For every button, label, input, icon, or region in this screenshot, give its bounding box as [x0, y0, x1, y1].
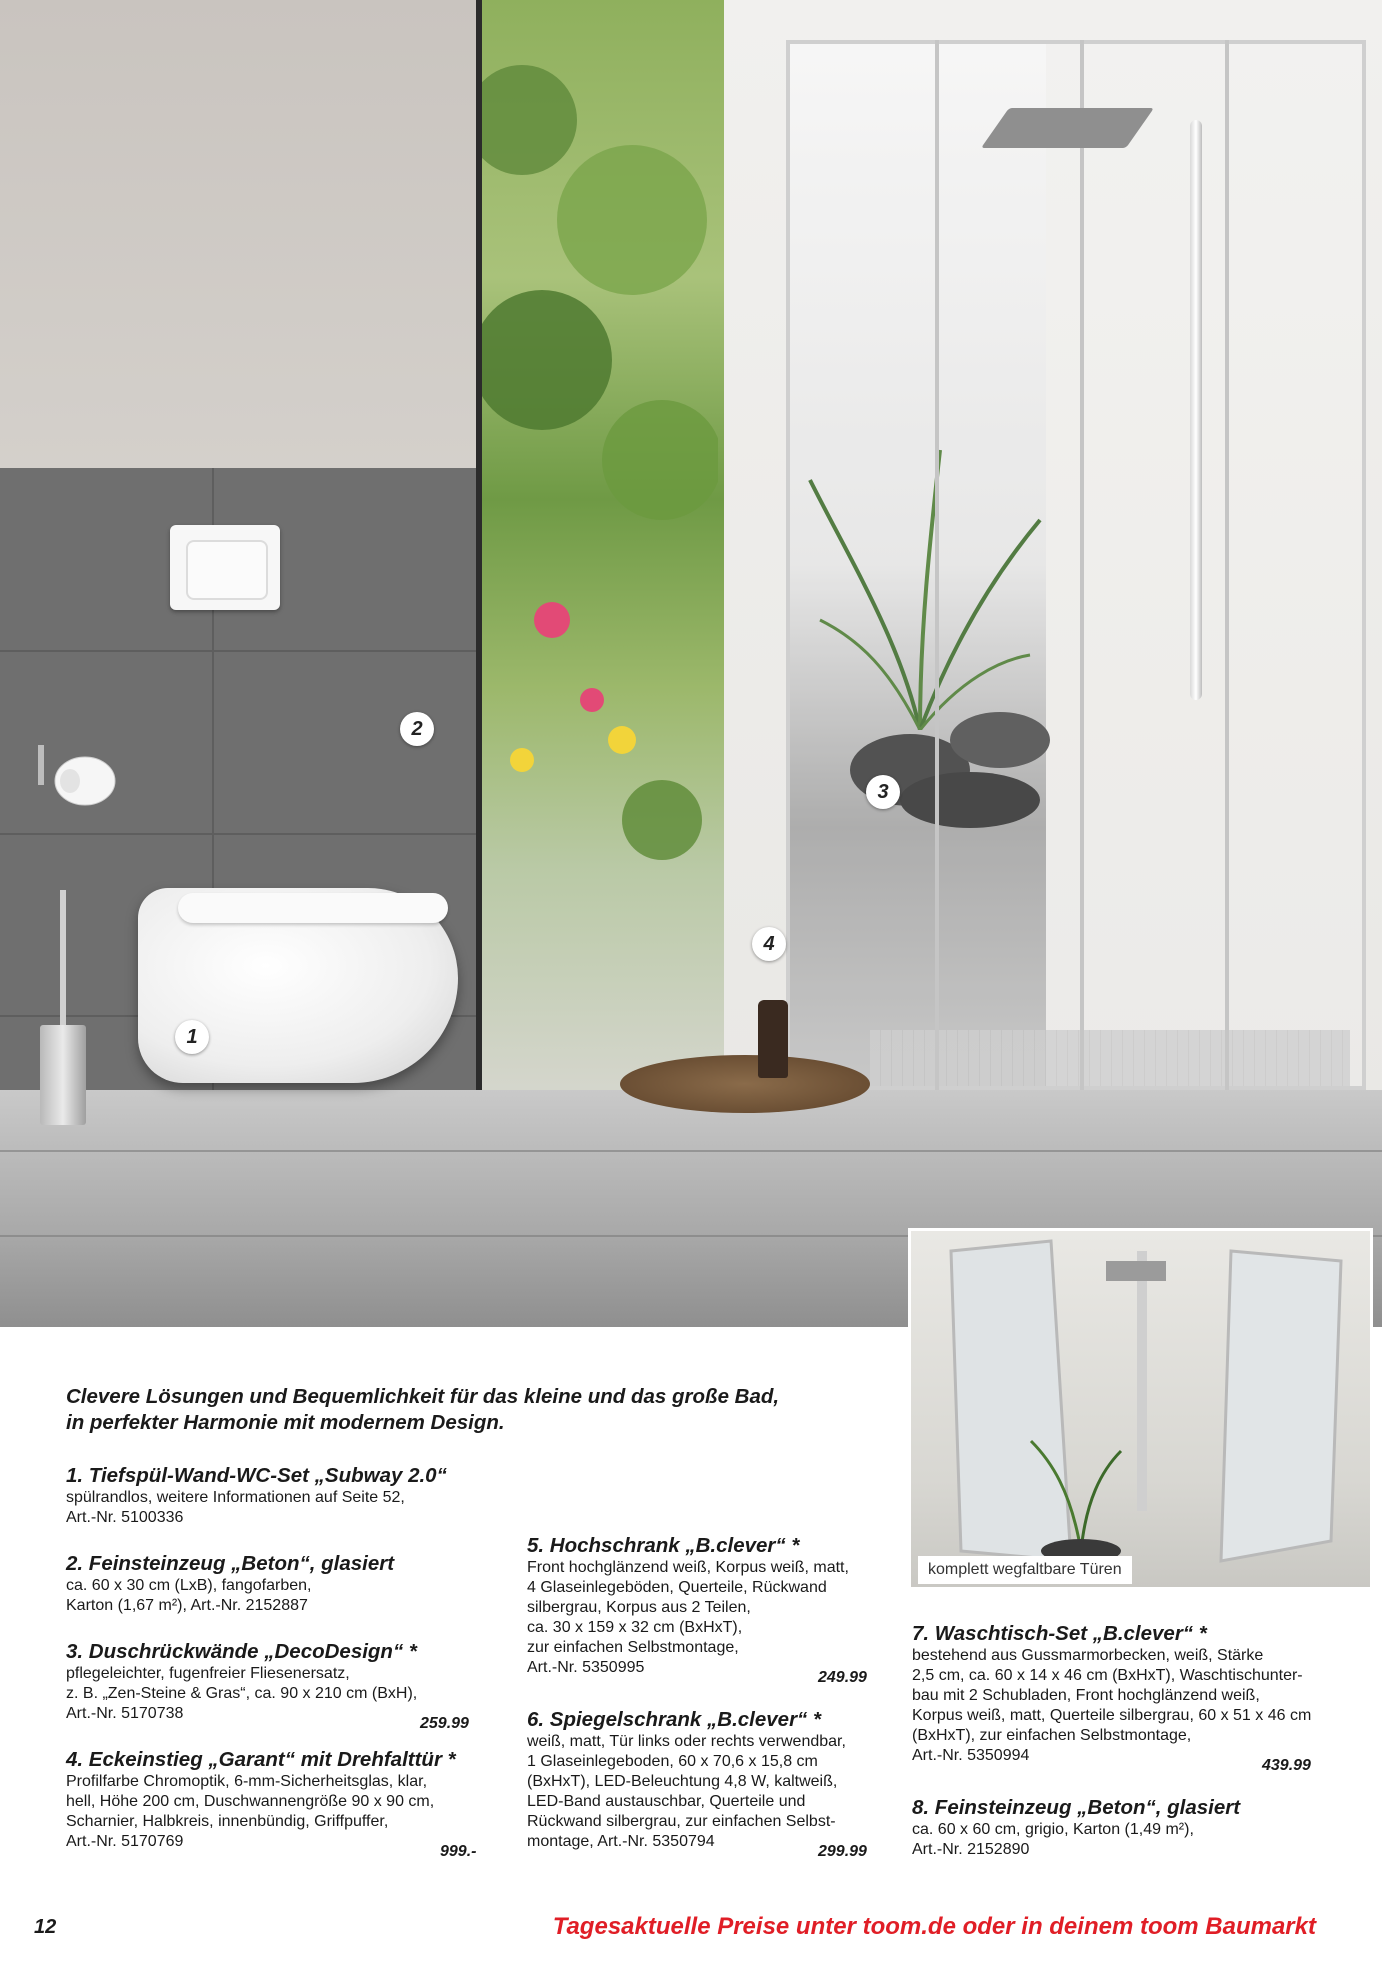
- badge-2: 2: [400, 712, 434, 746]
- product-desc-line: bestehend aus Gussmarmorbecken, weiß, Stärke: [912, 1647, 1264, 1664]
- inset-illustration: [911, 1231, 1370, 1587]
- product-desc-line: Rückwand silbergrau, zur einfachen Selbst-: [527, 1813, 836, 1830]
- wicker-basket: [620, 1055, 870, 1113]
- product-desc-line: Karton (1,67 m²), Art.-Nr. 2152887: [66, 1597, 308, 1614]
- product-desc-line: silbergrau, Korpus aus 2 Teilen,: [527, 1599, 751, 1616]
- product-7: [912, 1622, 1332, 1766]
- product-desc-line: 4 Glaseinlegeböden, Querteile, Rückwand: [527, 1579, 827, 1596]
- product-title: 3. Duschrückwände „DecoDesign“ *: [66, 1640, 417, 1663]
- brush-handle: [60, 890, 66, 1030]
- product-desc-line: montage, Art.-Nr. 5350794: [527, 1833, 715, 1850]
- product-1: [66, 1464, 486, 1528]
- toilet-brush-holder: [40, 1025, 86, 1125]
- product-desc-line: 2,5 cm, ca. 60 x 14 x 46 cm (BxHxT), Waschtischunter-: [912, 1667, 1303, 1684]
- product-desc-line: Front hochglänzend weiß, Korpus weiß, matt,: [527, 1559, 849, 1576]
- badge-1: 1: [175, 1020, 209, 1054]
- footer-slogan: Tagesaktuelle Preise unter toom.de oder in deinem toom Baumarkt: [552, 1913, 1316, 1940]
- product-title: 4. Eckeinstieg „Garant“ mit Drehfalttür *: [66, 1748, 456, 1771]
- glass-hinge-line: [935, 40, 939, 1090]
- product-desc-line: ca. 60 x 30 cm (LxB), fangofarben,: [66, 1577, 312, 1594]
- badge-3: 3: [866, 775, 900, 809]
- soap-bottle: [758, 1000, 788, 1078]
- product-desc-line: (BxHxT), zur einfachen Selbstmontage,: [912, 1727, 1192, 1744]
- product-desc-line: 1 Glaseinlegeboden, 60 x 70,6 x 15,8 cm: [527, 1753, 818, 1770]
- tile-joint: [0, 650, 480, 652]
- product-desc-line: hell, Höhe 200 cm, Duschwannengröße 90 x 90 cm,: [66, 1793, 435, 1810]
- product-title: 2. Feinsteinzeug „Beton“, glasiert: [66, 1552, 395, 1575]
- shower-rail: [1190, 120, 1202, 700]
- toilet-paper-holder: [30, 745, 118, 807]
- product-title: 5. Hochschrank „B.clever“ *: [527, 1534, 800, 1557]
- flush-button: [186, 540, 268, 600]
- product-desc-line: Scharnier, Halbkreis, innenbündig, Griffpuffer,: [66, 1813, 389, 1830]
- product-desc-line: Art.-Nr. 2152890: [912, 1841, 1030, 1858]
- product-price: 259.99: [420, 1715, 469, 1732]
- product-3: [66, 1640, 486, 1724]
- garden-illustration: [482, 0, 718, 1100]
- inset-caption: komplett wegfaltbare Türen: [918, 1556, 1132, 1584]
- intro-headline: [66, 1384, 896, 1436]
- badge-4: 4: [752, 927, 786, 961]
- intro-line-2: in perfekter Harmonie mit modernem Design.: [66, 1411, 505, 1434]
- product-title: 7. Waschtisch-Set „B.clever“ *: [912, 1622, 1207, 1645]
- product-4: [66, 1748, 486, 1852]
- product-price: 999.-: [440, 1843, 477, 1860]
- product-title: 6. Spiegelschrank „B.clever“ *: [527, 1708, 821, 1731]
- glass-hinge-line: [1080, 40, 1084, 1090]
- product-desc-line: Profilfarbe Chromoptik, 6-mm-Sicherheitsglas, klar,: [66, 1773, 428, 1790]
- product-price: 249.99: [818, 1669, 867, 1686]
- product-desc-line: pflegeleichter, fugenfreier Fliesenersatz,: [66, 1665, 350, 1682]
- product-desc-line: Art.-Nr. 5350994: [912, 1747, 1030, 1764]
- product-2: [66, 1552, 486, 1616]
- product-8: [912, 1796, 1332, 1860]
- product-desc-line: spülrandlos, weitere Informationen auf Seite 52,: [66, 1489, 405, 1506]
- product-6: [527, 1708, 947, 1852]
- product-desc-line: bau mit 2 Schubladen, Front hochglänzend weiß,: [912, 1687, 1260, 1704]
- product-desc-line: LED-Band austauschbar, Querteile und: [527, 1793, 806, 1810]
- tile-joint: [0, 833, 480, 835]
- product-desc-line: Korpus weiß, matt, Querteile silbergrau, 60 x 51 x 46 cm: [912, 1707, 1312, 1724]
- product-desc-line: (BxHxT), LED-Beleuchtung 4,8 W, kaltweiß,: [527, 1773, 838, 1790]
- wall-upper: [0, 0, 476, 468]
- product-desc-line: weiß, matt, Tür links oder rechts verwendbar,: [527, 1733, 846, 1750]
- rain-shower-head: [981, 108, 1154, 148]
- page-number: 12: [34, 1916, 57, 1938]
- inset-photo-foldable-doors: [908, 1228, 1373, 1590]
- product-desc-line: Art.-Nr. 5170738: [66, 1705, 184, 1722]
- toilet-lid: [178, 893, 448, 923]
- product-desc-line: ca. 60 x 60 cm, grigio, Karton (1,49 m²),: [912, 1821, 1194, 1838]
- glass-hinge-line: [1225, 40, 1229, 1090]
- product-desc-line: z. B. „Zen-Steine & Gras“, ca. 90 x 210 cm (BxH),: [66, 1685, 418, 1702]
- product-price: 439.99: [1262, 1757, 1311, 1774]
- shower-enclosure: [786, 40, 1366, 1090]
- product-price: 299.99: [818, 1843, 867, 1860]
- product-desc-line: Art.-Nr. 5170769: [66, 1833, 184, 1850]
- product-desc-line: Art.-Nr. 5350995: [527, 1659, 645, 1676]
- product-desc-line: ca. 30 x 159 x 32 cm (BxHxT),: [527, 1619, 743, 1636]
- product-title: 1. Tiefspül-Wand-WC-Set „Subway 2.0“: [66, 1464, 447, 1487]
- product-desc-line: zur einfachen Selbstmontage,: [527, 1639, 739, 1656]
- product-5: [527, 1534, 947, 1678]
- floor-joint: [0, 1150, 1382, 1152]
- product-desc-line: Art.-Nr. 5100336: [66, 1509, 184, 1526]
- product-title: 8. Feinsteinzeug „Beton“, glasiert: [912, 1796, 1241, 1819]
- intro-line-1: Clevere Lösungen und Bequemlichkeit für das kleine und das große Bad,: [66, 1385, 780, 1408]
